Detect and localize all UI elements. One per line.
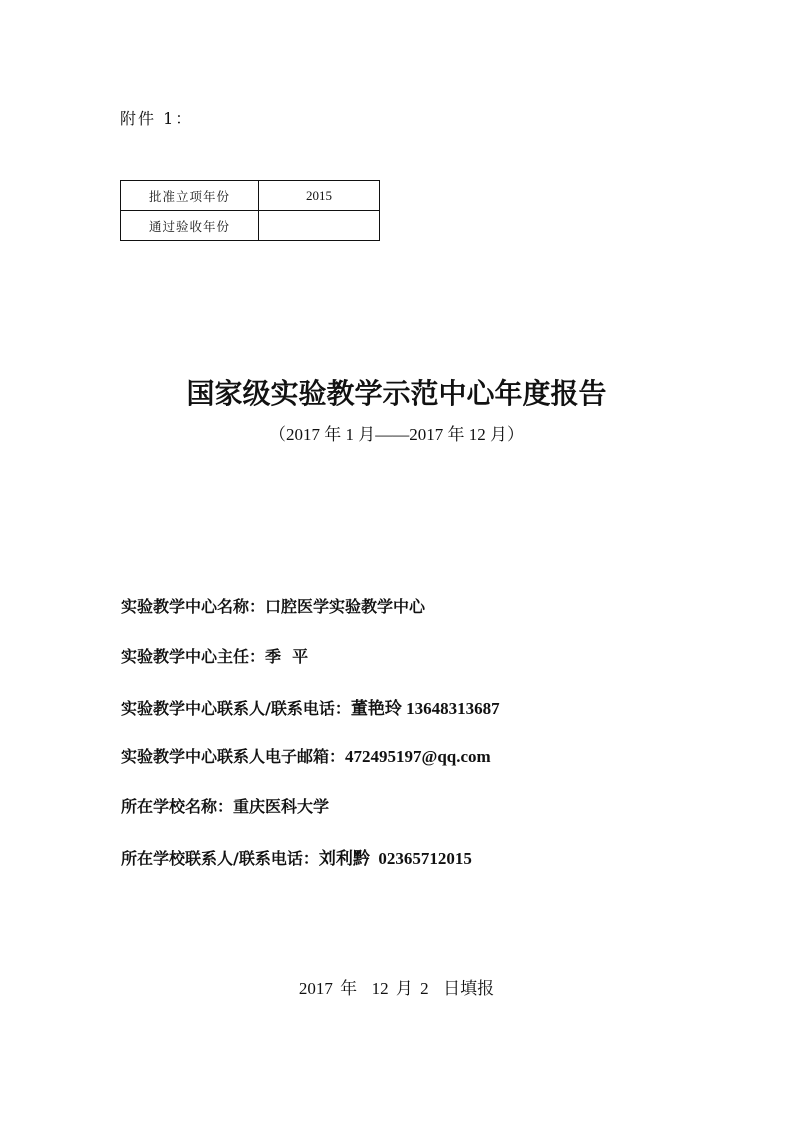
contact-value: 董艳玲 13648313687 bbox=[350, 699, 500, 718]
year-table bbox=[120, 180, 380, 241]
email-label: 实验教学中心联系人电子邮箱： bbox=[121, 747, 346, 766]
director-value: 季 平 bbox=[265, 647, 309, 666]
report-title: 国家级实验教学示范中心年度报告 bbox=[186, 377, 607, 410]
report-period: （2017 年 1 月——2017 年 12 月） bbox=[269, 425, 524, 444]
school-value: 重庆医科大学 bbox=[233, 797, 330, 816]
email-line bbox=[121, 744, 491, 767]
table-row bbox=[121, 211, 380, 241]
school-contact-line bbox=[121, 844, 472, 869]
acceptance-year-label: 通过验收年份 bbox=[121, 211, 259, 241]
fill-date: 2017 年 12 月 2 日填报 bbox=[298, 979, 495, 998]
center-name-line bbox=[121, 594, 425, 617]
school-contact-label: 所在学校联系人/联系电话： bbox=[121, 849, 319, 868]
director-line bbox=[121, 644, 308, 667]
email-value: 472495197@qq.com bbox=[345, 747, 491, 766]
director-label: 实验教学中心主任： bbox=[121, 647, 266, 666]
table-row bbox=[121, 181, 380, 211]
contact-line bbox=[121, 694, 500, 719]
school-label: 所在学校名称： bbox=[121, 797, 234, 816]
school-contact-value: 刘利黔 02365712015 bbox=[318, 849, 472, 868]
center-name-value: 口腔医学实验教学中心 bbox=[265, 597, 426, 616]
approval-year-label: 批准立项年份 bbox=[121, 181, 259, 211]
contact-label: 实验教学中心联系人/联系电话： bbox=[121, 699, 351, 718]
approval-year-value: 2015 bbox=[259, 181, 380, 211]
acceptance-year-value bbox=[259, 211, 380, 241]
attachment-label: 附件 1： bbox=[120, 109, 194, 128]
school-line bbox=[121, 794, 329, 817]
center-name-label: 实验教学中心名称： bbox=[121, 597, 266, 616]
